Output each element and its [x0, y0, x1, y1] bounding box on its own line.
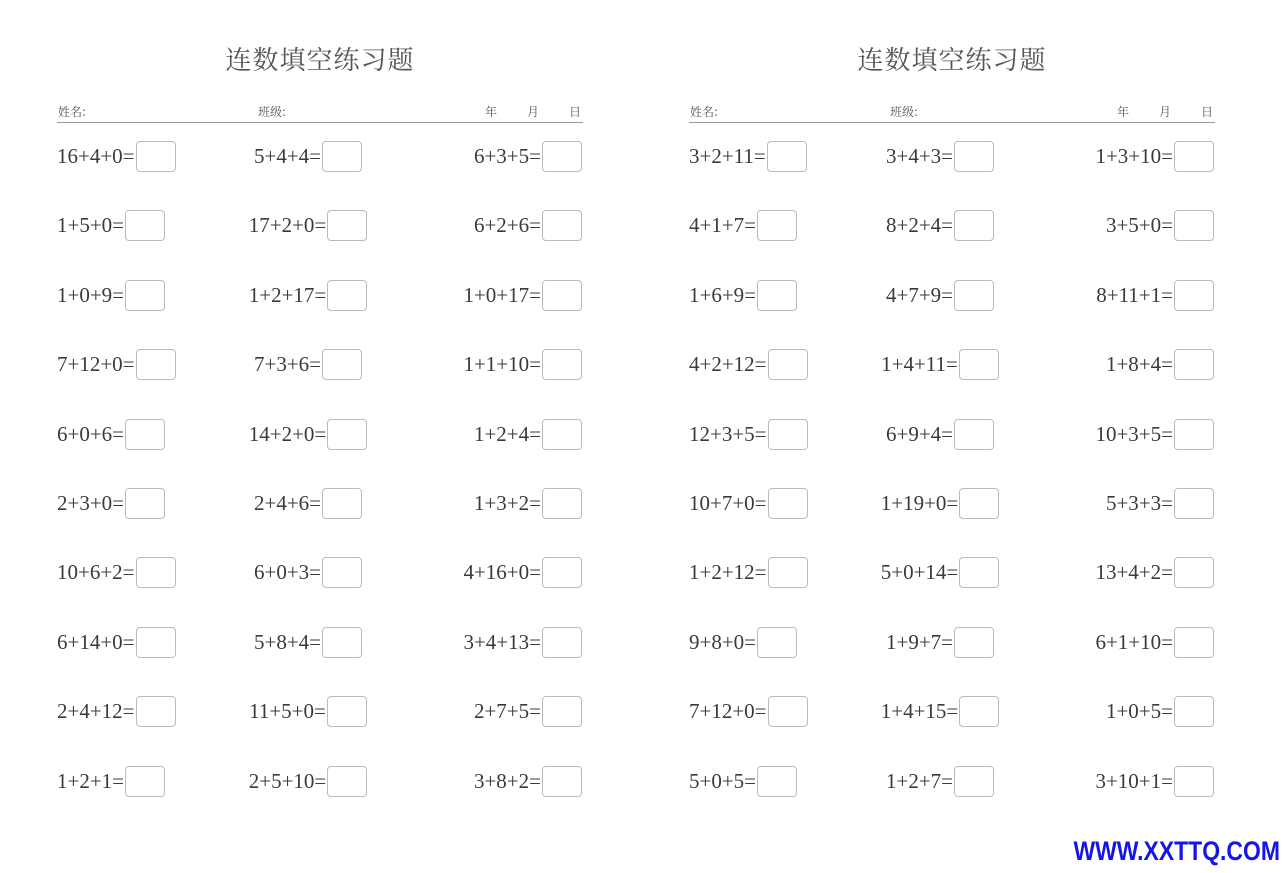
- problem-expression: 8+11+1=: [1096, 282, 1173, 307]
- problem-expression: 1+4+15=: [880, 698, 959, 723]
- problem-item: [865, 485, 1015, 521]
- month-label: 月: [1159, 105, 1172, 119]
- problem-expression: 1+1+10=: [463, 351, 541, 376]
- problem-expression: 10+3+5=: [1095, 421, 1173, 446]
- answer-box[interactable]: [757, 280, 797, 311]
- problem-expression: 2+4+6=: [253, 490, 322, 515]
- answer-box[interactable]: [768, 419, 808, 450]
- problem-item: [689, 207, 797, 243]
- problem-item: [233, 485, 383, 521]
- problem-expression: 3+10+1=: [1095, 768, 1173, 793]
- problem-row: [689, 207, 1215, 243]
- problem-item: [689, 763, 797, 799]
- student-info-line: [57, 100, 583, 123]
- answer-box[interactable]: [327, 696, 367, 727]
- problem-item: [57, 138, 176, 174]
- answer-box[interactable]: [322, 141, 362, 172]
- problem-row: [57, 624, 583, 660]
- answer-box[interactable]: [1174, 488, 1214, 519]
- problem-expression: 5+0+14=: [880, 559, 959, 584]
- answer-box[interactable]: [954, 141, 994, 172]
- problem-item: [233, 138, 383, 174]
- problem-item: [57, 554, 176, 590]
- answer-box[interactable]: [1174, 766, 1214, 797]
- worksheet-title: 连数填空练习题: [225, 46, 415, 76]
- answer-box[interactable]: [125, 210, 165, 241]
- problem-item: [865, 346, 1015, 382]
- problem-item: [474, 207, 582, 243]
- answer-box[interactable]: [125, 766, 165, 797]
- problem-expression: 10+7+0=: [689, 490, 767, 515]
- problem-expression: 6+9+4=: [885, 421, 954, 446]
- problem-item: [1106, 693, 1214, 729]
- problem-item: [57, 346, 176, 382]
- worksheet-title: 连数填空练习题: [857, 46, 1047, 76]
- problem-expression: 1+2+7=: [885, 768, 954, 793]
- problem-item: [474, 138, 582, 174]
- problem-expression: 1+2+1=: [57, 768, 125, 793]
- answer-box[interactable]: [1174, 627, 1214, 658]
- problem-item: [689, 416, 808, 452]
- answer-box[interactable]: [768, 349, 808, 380]
- problem-item: [865, 277, 1015, 313]
- problem-row: [57, 138, 583, 174]
- answer-box[interactable]: [125, 280, 165, 311]
- problem-item: [233, 554, 383, 590]
- problem-expression: 3+8+2=: [473, 768, 541, 793]
- problem-item: [1095, 624, 1214, 660]
- problem-row: [57, 207, 583, 243]
- answer-box[interactable]: [954, 627, 994, 658]
- problem-expression: 1+19+0=: [880, 490, 959, 515]
- problem-expression: 1+0+17=: [463, 282, 541, 307]
- answer-box[interactable]: [542, 419, 582, 450]
- problem-row: [57, 693, 583, 729]
- problem-item: [474, 416, 582, 452]
- problem-item: [57, 207, 165, 243]
- answer-box[interactable]: [954, 419, 994, 450]
- problem-expression: 7+12+0=: [689, 698, 767, 723]
- year-label: 年: [485, 105, 498, 119]
- problem-item: [689, 554, 808, 590]
- answer-box[interactable]: [136, 141, 176, 172]
- name-label: 姓名:: [58, 105, 87, 119]
- problem-item: [689, 485, 808, 521]
- problem-row: [57, 554, 583, 590]
- problem-expression: 17+2+0=: [248, 212, 327, 237]
- problem-item: [463, 624, 582, 660]
- problem-row: [57, 416, 583, 452]
- problem-item: [474, 693, 582, 729]
- problem-row: [57, 346, 583, 382]
- answer-box[interactable]: [954, 210, 994, 241]
- problem-expression: 1+4+11=: [881, 351, 958, 376]
- problem-row: [689, 346, 1215, 382]
- answer-box[interactable]: [136, 349, 176, 380]
- problem-expression: 2+5+10=: [248, 768, 327, 793]
- problem-row: [689, 485, 1215, 521]
- answer-box[interactable]: [136, 627, 176, 658]
- problem-item: [865, 763, 1015, 799]
- problem-item: [233, 763, 383, 799]
- answer-box[interactable]: [327, 419, 367, 450]
- answer-box[interactable]: [322, 557, 362, 588]
- problem-row: [689, 138, 1215, 174]
- answer-box[interactable]: [542, 141, 582, 172]
- problem-item: [1095, 416, 1214, 452]
- problem-expression: 8+2+4=: [885, 212, 954, 237]
- answer-box[interactable]: [542, 766, 582, 797]
- problem-item: [233, 624, 383, 660]
- problem-item: [57, 693, 176, 729]
- answer-box[interactable]: [136, 557, 176, 588]
- answer-box[interactable]: [327, 766, 367, 797]
- problem-expression: 6+2+6=: [473, 212, 541, 237]
- answer-box[interactable]: [768, 557, 808, 588]
- problem-expression: 1+0+9=: [57, 282, 125, 307]
- problem-item: [865, 207, 1015, 243]
- problem-expression: 4+16+0=: [463, 559, 541, 584]
- problem-item: [1106, 207, 1214, 243]
- answer-box[interactable]: [542, 280, 582, 311]
- problem-expression: 6+3+5=: [473, 143, 541, 168]
- problem-row: [57, 763, 583, 799]
- year-label: 年: [1117, 105, 1130, 119]
- problem-item: [233, 416, 383, 452]
- answer-box[interactable]: [1174, 696, 1214, 727]
- name-label: 姓名:: [690, 105, 719, 119]
- problem-item: [1095, 554, 1214, 590]
- problem-expression: 4+7+9=: [885, 282, 954, 307]
- problem-item: [233, 346, 383, 382]
- problem-item: [1106, 346, 1214, 382]
- problem-expression: 1+8+4=: [1105, 351, 1173, 376]
- answer-box[interactable]: [959, 488, 999, 519]
- answer-box[interactable]: [959, 349, 999, 380]
- answer-box[interactable]: [542, 349, 582, 380]
- answer-box[interactable]: [542, 627, 582, 658]
- answer-box[interactable]: [322, 349, 362, 380]
- problem-expression: 2+4+12=: [57, 698, 135, 723]
- problem-item: [865, 693, 1015, 729]
- problem-expression: 1+0+5=: [1105, 698, 1173, 723]
- answer-box[interactable]: [954, 766, 994, 797]
- answer-box[interactable]: [322, 488, 362, 519]
- problem-item: [233, 693, 383, 729]
- problem-expression: 1+3+10=: [1095, 143, 1173, 168]
- site-watermark: WWW.XXTTQ.COM: [1073, 836, 1280, 866]
- answer-box[interactable]: [757, 627, 797, 658]
- problem-expression: 9+8+0=: [689, 629, 757, 654]
- problem-item: [57, 763, 165, 799]
- problem-item: [1106, 485, 1214, 521]
- problem-expression: 11+5+0=: [249, 698, 326, 723]
- answer-box[interactable]: [136, 696, 176, 727]
- problem-item: [865, 416, 1015, 452]
- answer-box[interactable]: [1174, 280, 1214, 311]
- problem-row: [689, 763, 1215, 799]
- problem-item: [463, 277, 582, 313]
- problem-expression: 1+2+4=: [473, 421, 541, 446]
- problem-expression: 16+4+0=: [57, 143, 135, 168]
- day-label: 日: [1201, 105, 1214, 119]
- problem-row: [689, 554, 1215, 590]
- problem-expression: 7+3+6=: [253, 351, 322, 376]
- problem-expression: 1+9+7=: [885, 629, 954, 654]
- answer-box[interactable]: [322, 627, 362, 658]
- problem-item: [233, 277, 383, 313]
- problem-row: [689, 416, 1215, 452]
- problem-item: [689, 277, 797, 313]
- answer-box[interactable]: [1174, 349, 1214, 380]
- problem-row: [689, 624, 1215, 660]
- problem-expression: 6+0+3=: [253, 559, 322, 584]
- problem-item: [1096, 277, 1214, 313]
- answer-box[interactable]: [757, 766, 797, 797]
- student-info-line: [689, 100, 1215, 123]
- problem-expression: 3+5+0=: [1105, 212, 1173, 237]
- problem-expression: 6+0+6=: [57, 421, 125, 446]
- problem-expression: 5+0+5=: [689, 768, 757, 793]
- problem-expression: 7+12+0=: [57, 351, 135, 376]
- problem-expression: 5+8+4=: [253, 629, 322, 654]
- problem-item: [689, 624, 797, 660]
- problem-item: [1095, 763, 1214, 799]
- answer-box[interactable]: [542, 696, 582, 727]
- answer-box[interactable]: [542, 210, 582, 241]
- answer-box[interactable]: [768, 696, 808, 727]
- problem-expression: 5+3+3=: [1105, 490, 1173, 515]
- problem-expression: 1+3+2=: [473, 490, 541, 515]
- problem-item: [865, 138, 1015, 174]
- problem-item: [689, 346, 808, 382]
- answer-box[interactable]: [1174, 419, 1214, 450]
- problem-item: [474, 485, 582, 521]
- answer-box[interactable]: [327, 210, 367, 241]
- problem-expression: 4+2+12=: [689, 351, 767, 376]
- answer-box[interactable]: [757, 210, 797, 241]
- problem-row: [689, 277, 1215, 313]
- answer-box[interactable]: [768, 488, 808, 519]
- answer-box[interactable]: [542, 488, 582, 519]
- answer-box[interactable]: [954, 280, 994, 311]
- problem-expression: 2+7+5=: [473, 698, 541, 723]
- problem-item: [463, 346, 582, 382]
- answer-box[interactable]: [959, 557, 999, 588]
- problem-row: [57, 485, 583, 521]
- problem-expression: 3+4+13=: [463, 629, 541, 654]
- class-label: 班级:: [890, 105, 919, 119]
- problem-item: [233, 207, 383, 243]
- answer-box[interactable]: [125, 488, 165, 519]
- problem-expression: 10+6+2=: [57, 559, 135, 584]
- problem-expression: 3+4+3=: [885, 143, 954, 168]
- problem-item: [57, 416, 165, 452]
- problem-expression: 3+2+11=: [689, 143, 766, 168]
- problem-expression: 6+1+10=: [1095, 629, 1173, 654]
- answer-box[interactable]: [542, 557, 582, 588]
- problem-expression: 1+2+12=: [689, 559, 767, 584]
- problem-row: [57, 277, 583, 313]
- problem-expression: 2+3+0=: [57, 490, 125, 515]
- answer-box[interactable]: [327, 280, 367, 311]
- problem-expression: 1+5+0=: [57, 212, 125, 237]
- problem-item: [689, 138, 807, 174]
- problem-item: [1095, 138, 1214, 174]
- problem-item: [463, 554, 582, 590]
- answer-box[interactable]: [1174, 210, 1214, 241]
- problem-row: [689, 693, 1215, 729]
- problem-expression: 6+14+0=: [57, 629, 135, 654]
- month-label: 月: [527, 105, 540, 119]
- problem-expression: 1+6+9=: [689, 282, 757, 307]
- problem-item: [57, 277, 165, 313]
- problem-expression: 5+4+4=: [253, 143, 322, 168]
- problem-expression: 1+2+17=: [248, 282, 327, 307]
- problem-expression: 12+3+5=: [689, 421, 767, 446]
- answer-box[interactable]: [767, 141, 807, 172]
- answer-box[interactable]: [1174, 557, 1214, 588]
- problem-item: [57, 624, 176, 660]
- day-label: 日: [569, 105, 582, 119]
- answer-box[interactable]: [125, 419, 165, 450]
- problem-expression: 14+2+0=: [248, 421, 327, 446]
- problem-item: [474, 763, 582, 799]
- problem-expression: 4+1+7=: [689, 212, 757, 237]
- problem-expression: 13+4+2=: [1095, 559, 1173, 584]
- problem-item: [865, 624, 1015, 660]
- problem-item: [865, 554, 1015, 590]
- problem-item: [689, 693, 808, 729]
- answer-box[interactable]: [959, 696, 999, 727]
- problem-item: [57, 485, 165, 521]
- answer-box[interactable]: [1174, 141, 1214, 172]
- class-label: 班级:: [258, 105, 287, 119]
